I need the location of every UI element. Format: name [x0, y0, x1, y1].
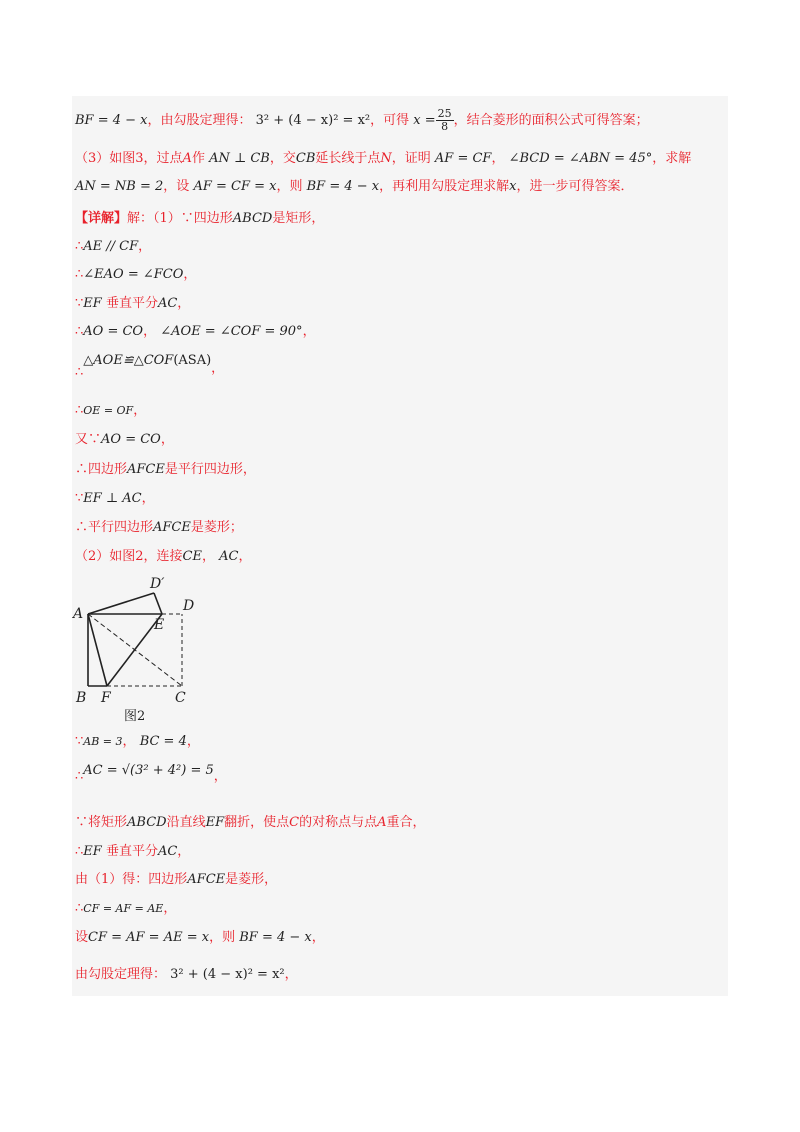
- solution-line-17: ∴AC = √(3² + 4²) = 5，: [75, 763, 227, 784]
- label-F: F: [101, 690, 111, 706]
- solution-line-19: ∴EF 垂直平分AC，: [75, 844, 191, 859]
- label-E: E: [154, 617, 165, 633]
- figure-caption: 图2: [124, 709, 146, 724]
- solution-line-5: ∴AE // CF，: [75, 239, 152, 254]
- side-AF: [88, 614, 107, 686]
- solution-line-22: 设CF = AF = AE = x，则 BF = 4 − x，: [75, 930, 325, 945]
- solution-line-23: 由勾股定理得： 3² + (4 − x)² = x²，: [75, 967, 298, 982]
- solution-line-12: ∴四边形AFCE是平行四边形，: [75, 462, 256, 477]
- solution-line-2: （3）如图3，过点A作 AN ⊥ CB，交CB延长线于点N，证明 AF = CF， ∠BCD = ∠ABN = 45°，求解: [75, 151, 692, 166]
- side-D-prime-E: [154, 593, 162, 614]
- solution-line-11: 又∵AO = CO，: [75, 432, 174, 447]
- solution-line-13: ∵EF ⊥ AC，: [75, 491, 155, 506]
- solution-line-8: ∴AO = CO， ∠AOE = ∠COF = 90°，: [75, 324, 316, 339]
- solution-line-4: 【详解】解：（1）∵四边形ABCD是矩形，: [75, 211, 325, 226]
- solution-line-6: ∴∠EAO = ∠FCO，: [75, 267, 197, 282]
- solution-line-3: AN = NB = 2，设 AF = CF = x，则 BF = 4 − x，再利用勾股定理求解x，进一步可得答案．: [75, 179, 634, 194]
- label-C: C: [175, 690, 186, 706]
- solution-line-21: ∴CF = AF = AE，: [75, 901, 177, 916]
- solution-line-15: （2）如图2，连接CE， AC，: [75, 549, 252, 564]
- label-B: B: [76, 690, 87, 706]
- solution-line-9: ∴△AOE≌△COF(ASA)，: [75, 353, 225, 380]
- side-AD-prime: [88, 593, 154, 614]
- solution-line-16: ∵AB = 3， BC = 4，: [75, 734, 200, 749]
- solution-line-1: BF = 4 − x，由勾股定理得： 3² + (4 − x)² = x²，可得 x = $\frac{25}{8}$ ，结合菱形的面积公式可得答案；: [75, 107, 649, 133]
- label-D: D: [183, 598, 195, 614]
- solution-line-18: ∵将矩形ABCD沿直线EF翻折，使点C的对称点与点A重合，: [75, 815, 426, 830]
- solution-line-14: ∴平行四边形AFCE是菱形；: [75, 520, 243, 535]
- geometry-figure-2: [70, 572, 200, 722]
- label-D-prime: D′: [150, 576, 165, 592]
- label-A: A: [73, 606, 84, 622]
- fraction: $\frac{25}{8}$: [437, 107, 452, 133]
- solution-panel: [72, 96, 728, 996]
- solution-line-20: 由（1）得：四边形AFCE是菱形，: [75, 872, 278, 887]
- solution-line-10: ∴OE = OF，: [75, 403, 147, 418]
- solution-line-7: ∵EF 垂直平分AC，: [75, 296, 191, 311]
